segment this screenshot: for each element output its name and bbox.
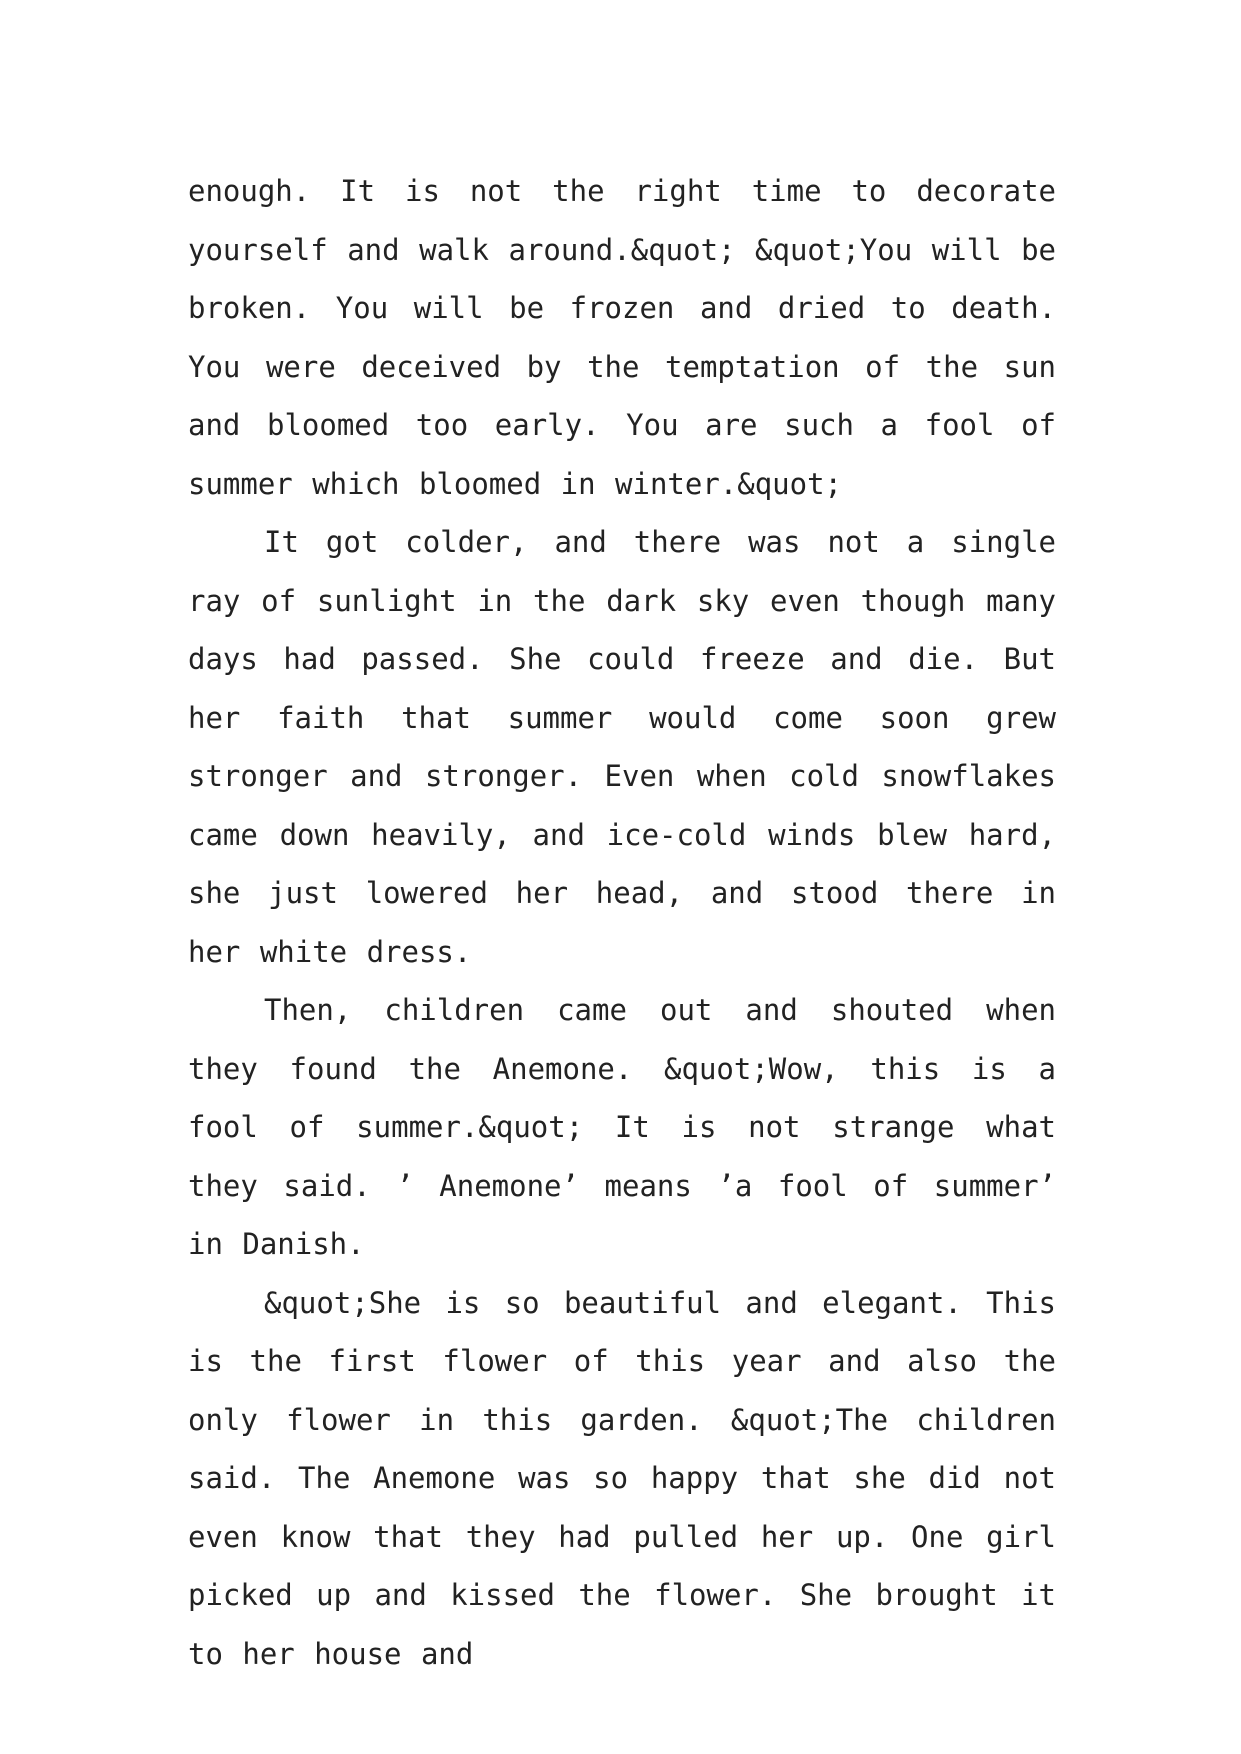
paragraph-2: It got colder, and there was not a single ray of sunlight in the dark sky even though many days had passed. She could freeze and die. But her faith that summer would come soon grew stronger and stronger. Even when cold snowflakes came down heavily, and ice-cold winds blew hard, she just lowered her head, and stood there in her white dress. xyxy=(188,525,1056,969)
paragraph-4: &quot;She is so beautiful and elegant. This is the first flower of this year and also the only flower in this garden. &quot;The children said. The Anemone was so happy that she did not even know that they had pulled her up. One girl picked up and kissed the flower. She brought it to her house and xyxy=(188,1285,1056,1671)
paragraph-3: Then, children came out and shouted when they found the Anemone. &quot;Wow, this is a fool of summer.&quot; It is not strange what they said. ’ Anemone’ means ’a fool of summer’ in Danish. xyxy=(188,993,1056,1261)
paragraph-1: enough. It is not the right time to decorate yourself and walk around.&quot; &quot;You will be broken. You will be frozen and dried to death. You were deceived by the temptation of the sun and bloomed too early. You are such a fool of summer which bloomed in winter.&quot; xyxy=(188,174,1056,501)
story-text xyxy=(188,162,1056,1683)
